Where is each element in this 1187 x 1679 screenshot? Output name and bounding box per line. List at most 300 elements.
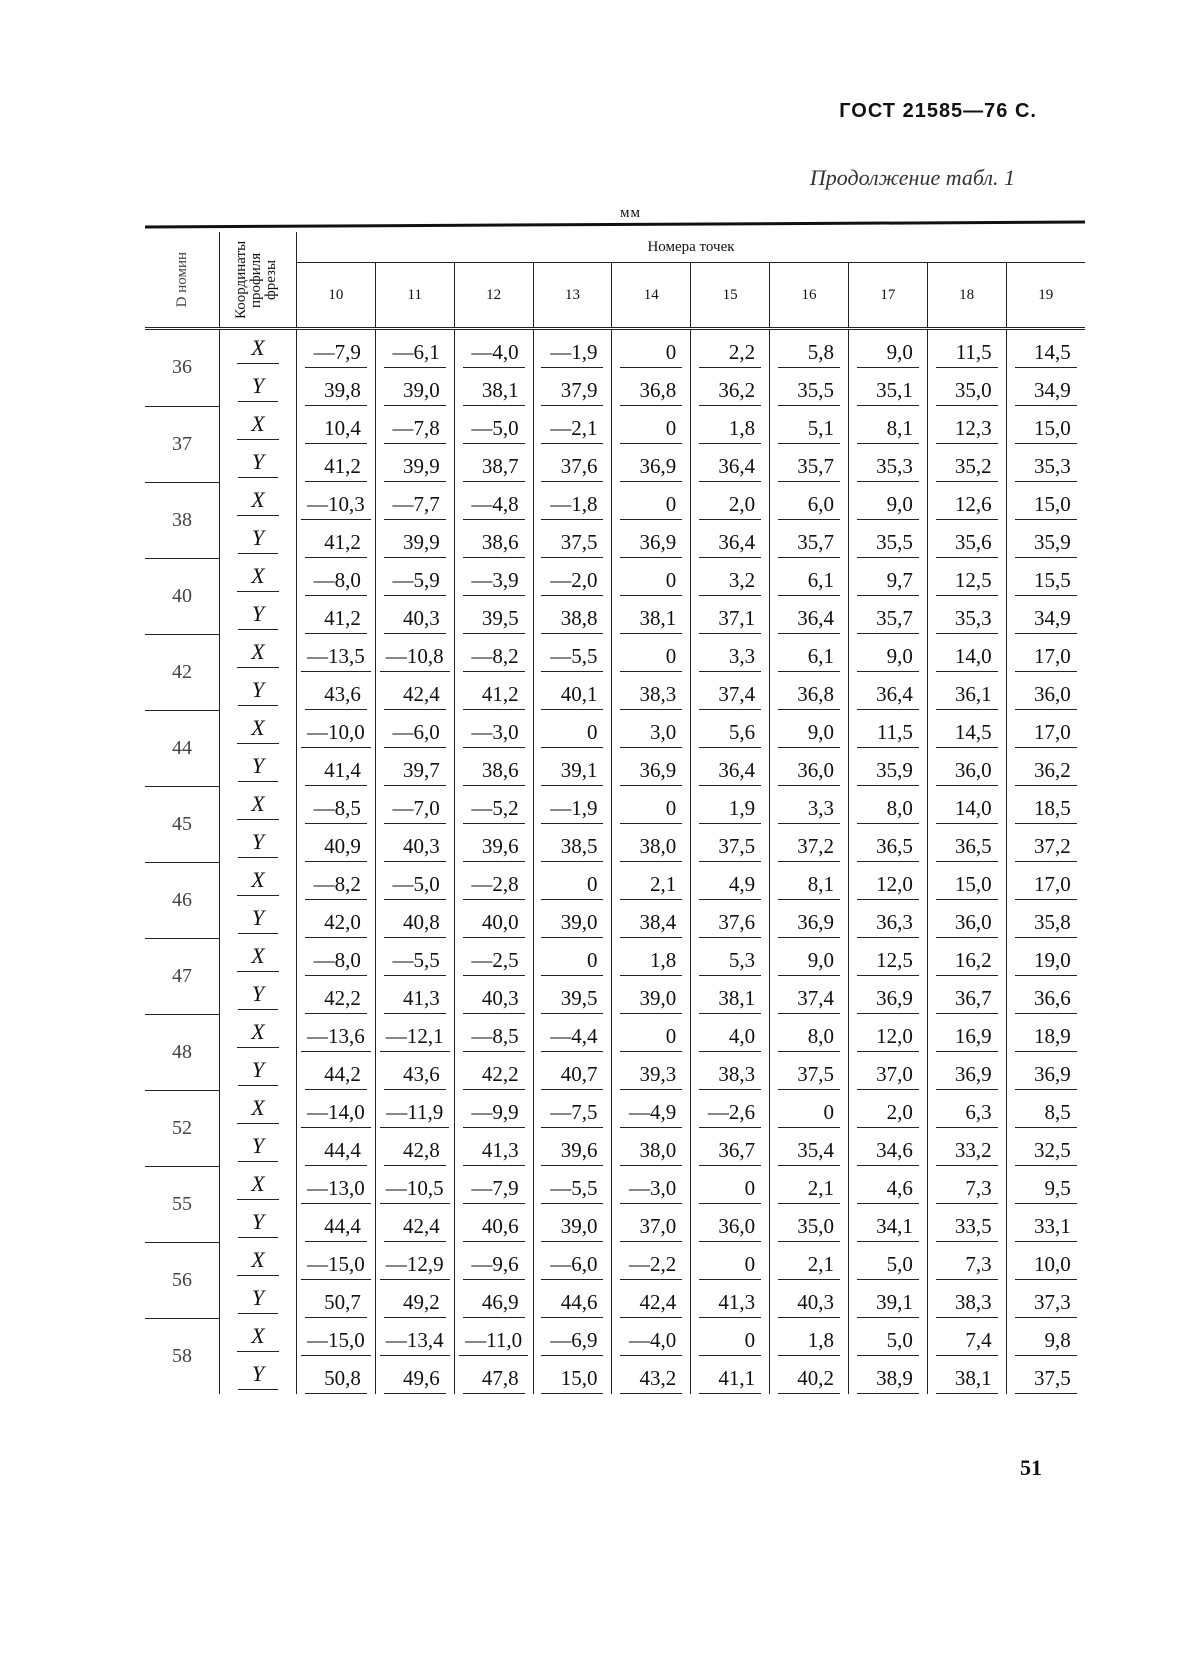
point-number-header: 19 (1006, 263, 1085, 329)
value-cell (454, 862, 533, 900)
value-cell (297, 634, 376, 672)
coord-label-cell (220, 938, 297, 976)
value: 39,6 (541, 1138, 603, 1166)
coord-label-cell (220, 1090, 297, 1128)
value: 37,4 (778, 986, 840, 1014)
value-cell (927, 1318, 1006, 1356)
value-cell (927, 900, 1006, 938)
value: —13,5 (301, 644, 371, 672)
value-cell (612, 1242, 691, 1280)
table-row (145, 368, 1085, 406)
value: 37,2 (778, 834, 840, 862)
value: —2,2 (620, 1252, 682, 1280)
value: 10,0 (1015, 1252, 1077, 1280)
value-cell (297, 1128, 376, 1166)
value: 9,0 (857, 492, 919, 520)
value: 50,7 (305, 1290, 367, 1318)
value: 41,1 (699, 1366, 761, 1394)
value-cell (612, 786, 691, 824)
value: —12,1 (380, 1024, 450, 1052)
value-cell (691, 1166, 770, 1204)
value-cell (691, 1318, 770, 1356)
value: 0 (620, 492, 682, 520)
value: —8,0 (305, 568, 367, 596)
coord-label-cell (220, 482, 297, 520)
coord-label: X (237, 1019, 278, 1048)
value: 9,0 (857, 340, 919, 368)
value: 5,1 (778, 416, 840, 444)
value-cell (927, 824, 1006, 862)
value-cell (848, 1052, 927, 1090)
point-number-header: 10 (297, 263, 376, 329)
value: 35,6 (936, 530, 998, 558)
value: 6,1 (778, 568, 840, 596)
table-row (145, 786, 1085, 824)
value: —10,5 (380, 1176, 450, 1204)
value-cell (1006, 824, 1085, 862)
value: 0 (620, 1024, 682, 1052)
value-cell (927, 1014, 1006, 1052)
value-cell (375, 596, 454, 634)
value-cell (297, 1090, 376, 1128)
value-cell (848, 900, 927, 938)
value-cell (927, 520, 1006, 558)
value: 33,5 (936, 1214, 998, 1242)
value-cell (533, 1356, 612, 1394)
value: 36,2 (1015, 758, 1077, 786)
value: —4,0 (463, 340, 525, 368)
value: 2,1 (778, 1252, 840, 1280)
value-cell (770, 1356, 849, 1394)
value-cell (1006, 862, 1085, 900)
table-continuation-caption: Продолжение табл. 1 (809, 165, 1015, 190)
value: 36,9 (620, 530, 682, 558)
value-cell (691, 368, 770, 406)
value: 36,4 (857, 682, 919, 710)
value: —1,8 (541, 492, 603, 520)
table-row (145, 1052, 1085, 1090)
value: 38,1 (699, 986, 761, 1014)
value: 41,3 (384, 986, 446, 1014)
value: 5,0 (857, 1328, 919, 1356)
value: 39,0 (384, 378, 446, 406)
value: 4,9 (699, 872, 761, 900)
value-cell (927, 329, 1006, 369)
table-row (145, 1204, 1085, 1242)
value: 38,1 (620, 606, 682, 634)
value-cell (297, 710, 376, 748)
value-cell (1006, 482, 1085, 520)
value-cell (691, 1280, 770, 1318)
value: 37,6 (699, 910, 761, 938)
value-cell (691, 862, 770, 900)
value: 41,3 (463, 1138, 525, 1166)
value: 2,2 (699, 340, 761, 368)
value-cell (533, 1128, 612, 1166)
value-cell (533, 596, 612, 634)
value-cell (375, 482, 454, 520)
value: —11,9 (380, 1100, 449, 1128)
value-cell (848, 1014, 927, 1052)
value-cell (297, 1242, 376, 1280)
value-cell (770, 368, 849, 406)
value: 0 (699, 1328, 761, 1356)
value: 43,6 (305, 682, 367, 710)
value: 1,8 (699, 416, 761, 444)
value: 36,0 (699, 1214, 761, 1242)
value-cell (1006, 558, 1085, 596)
value: 15,0 (541, 1366, 603, 1394)
value: 39,5 (541, 986, 603, 1014)
value-cell (454, 938, 533, 976)
value-cell (1006, 710, 1085, 748)
value: —5,5 (384, 948, 446, 976)
value-cell (691, 824, 770, 862)
d-nominal-cell: 40 (145, 558, 220, 634)
value-cell (533, 1166, 612, 1204)
value-cell (375, 1204, 454, 1242)
value: 38,3 (936, 1290, 998, 1318)
value-cell (297, 558, 376, 596)
point-number-header: 18 (927, 263, 1006, 329)
d-nominal-cell: 36 (172, 356, 192, 379)
value: 38,0 (620, 834, 682, 862)
value-cell (533, 1052, 612, 1090)
value: 36,9 (857, 986, 919, 1014)
value-cell (770, 444, 849, 482)
value: 42,4 (384, 682, 446, 710)
value: 40,3 (778, 1290, 840, 1318)
value: —6,0 (384, 720, 446, 748)
d-nominal-cell: 37 (145, 406, 220, 482)
value: 39,1 (541, 758, 603, 786)
value-cell (927, 672, 1006, 710)
value: 38,3 (699, 1062, 761, 1090)
coord-label: Y (238, 905, 278, 934)
table-row (145, 520, 1085, 558)
value: 35,1 (857, 378, 919, 406)
value: 37,5 (541, 530, 603, 558)
value: 16,9 (936, 1024, 998, 1052)
value-cell (770, 1318, 849, 1356)
value-cell (533, 520, 612, 558)
value-cell (612, 1204, 691, 1242)
value-cell (533, 938, 612, 976)
value: 36,9 (936, 1062, 998, 1090)
value-cell (454, 634, 533, 672)
value-cell (927, 786, 1006, 824)
value-cell (297, 1280, 376, 1318)
value: 39,9 (384, 530, 446, 558)
value-cell (612, 710, 691, 748)
value-cell (533, 824, 612, 862)
value-cell (770, 976, 849, 1014)
value-cell (454, 558, 533, 596)
value-cell (612, 406, 691, 444)
value-cell (375, 444, 454, 482)
table-row (145, 1128, 1085, 1166)
value: —3,0 (463, 720, 525, 748)
coord-label-cell (220, 748, 297, 786)
value-cell (375, 786, 454, 824)
value: 35,8 (1015, 910, 1077, 938)
value-cell (848, 1280, 927, 1318)
value: 17,0 (1015, 644, 1077, 672)
value: 2,1 (778, 1176, 840, 1204)
value: —7,5 (541, 1100, 603, 1128)
coord-label: Y (238, 753, 278, 782)
value: 37,3 (1015, 1290, 1077, 1318)
point-number-header: 15 (691, 263, 770, 329)
value-cell (612, 938, 691, 976)
value-cell (612, 368, 691, 406)
value-cell (612, 1052, 691, 1090)
value-cell (691, 1356, 770, 1394)
value-cell (533, 444, 612, 482)
value-cell (1006, 1204, 1085, 1242)
value: 6,3 (936, 1100, 998, 1128)
value-cell (770, 1052, 849, 1090)
value: 5,3 (699, 948, 761, 976)
value: —10,0 (301, 720, 371, 748)
value: —3,0 (620, 1176, 682, 1204)
value: 40,3 (384, 606, 446, 634)
d-nominal-cell: 44 (145, 710, 220, 786)
value: 38,1 (936, 1366, 998, 1394)
value-cell (533, 786, 612, 824)
point-number-header: 12 (454, 263, 533, 329)
value: 0 (778, 1100, 840, 1128)
value-cell (612, 634, 691, 672)
value: 15,5 (1015, 568, 1077, 596)
value: 3,0 (620, 720, 682, 748)
value: —6,9 (541, 1328, 603, 1356)
value: —10,8 (380, 644, 450, 672)
value-cell (848, 444, 927, 482)
value-cell (533, 558, 612, 596)
value-cell (770, 1090, 849, 1128)
value-cell (691, 938, 770, 976)
value-cell (533, 368, 612, 406)
value-cell (454, 444, 533, 482)
value-cell (1006, 672, 1085, 710)
value: 35,7 (778, 530, 840, 558)
coord-label: X (237, 335, 278, 364)
value-cell (297, 1052, 376, 1090)
value-cell (1006, 1014, 1085, 1052)
value-cell (297, 900, 376, 938)
value-cell (612, 976, 691, 1014)
value-cell (375, 862, 454, 900)
value: 6,1 (778, 644, 840, 672)
value-cell (375, 1318, 454, 1356)
coord-label: Y (238, 1133, 278, 1162)
value: 5,8 (778, 340, 840, 368)
value: 35,5 (778, 378, 840, 406)
value-cell (848, 1166, 927, 1204)
value: 2,0 (699, 492, 761, 520)
value: 9,8 (1015, 1328, 1077, 1356)
value: 6,0 (778, 492, 840, 520)
value-cell (1006, 1166, 1085, 1204)
value-cell (375, 710, 454, 748)
value-cell (612, 748, 691, 786)
value-cell (1006, 444, 1085, 482)
value-cell (1006, 596, 1085, 634)
coord-label: Y (238, 449, 278, 478)
table-row (145, 976, 1085, 1014)
value: 36,9 (620, 758, 682, 786)
value: 50,8 (305, 1366, 367, 1394)
value: 44,6 (541, 1290, 603, 1318)
value-cell (612, 1280, 691, 1318)
value: 37,0 (620, 1214, 682, 1242)
value: 0 (699, 1176, 761, 1204)
value-cell (770, 710, 849, 748)
value: 11,5 (936, 340, 998, 368)
value-cell (1006, 520, 1085, 558)
point-number-header: 17 (848, 263, 927, 329)
value-cell (927, 1356, 1006, 1394)
table-row (145, 862, 1085, 900)
value-cell (1006, 938, 1085, 976)
point-number-header: 13 (533, 263, 612, 329)
value-cell (533, 329, 612, 369)
value: —4,0 (620, 1328, 682, 1356)
value-cell (770, 329, 849, 369)
value-cell (848, 482, 927, 520)
value-cell (848, 1356, 927, 1394)
value-cell (375, 672, 454, 710)
value-cell (454, 368, 533, 406)
value-cell (533, 748, 612, 786)
value-cell (770, 520, 849, 558)
value-cell (1006, 748, 1085, 786)
coord-label: X (237, 791, 278, 820)
value: 3,3 (778, 796, 840, 824)
value-cell (533, 976, 612, 1014)
value: —2,0 (541, 568, 603, 596)
value: —8,2 (305, 872, 367, 900)
value-cell (691, 1128, 770, 1166)
value: —5,0 (463, 416, 525, 444)
value: 0 (699, 1252, 761, 1280)
d-nominal-header: D номин (173, 251, 190, 308)
value: 0 (620, 644, 682, 672)
value: 12,3 (936, 416, 998, 444)
value-cell (848, 368, 927, 406)
value-cell (297, 368, 376, 406)
value: —8,2 (463, 644, 525, 672)
value-cell (375, 368, 454, 406)
value: 42,4 (384, 1214, 446, 1242)
value-cell (848, 748, 927, 786)
value: 14,0 (936, 796, 998, 824)
value: 17,0 (1015, 872, 1077, 900)
value: 4,0 (699, 1024, 761, 1052)
value-cell (927, 444, 1006, 482)
value-cell (848, 938, 927, 976)
coord-label: X (237, 1171, 278, 1200)
value: 8,1 (778, 872, 840, 900)
value: 35,3 (1015, 454, 1077, 482)
value: 35,7 (857, 606, 919, 634)
value: 36,3 (857, 910, 919, 938)
value: 36,5 (857, 834, 919, 862)
value: 36,7 (936, 986, 998, 1014)
value: 38,7 (463, 454, 525, 482)
value-cell (454, 520, 533, 558)
value-cell (375, 1280, 454, 1318)
value-cell (454, 1204, 533, 1242)
value-cell (375, 329, 454, 369)
d-nominal-cell: 48 (145, 1014, 220, 1090)
d-nominal-cell: 47 (145, 938, 220, 1014)
value-cell (612, 862, 691, 900)
value-cell (927, 862, 1006, 900)
value: —4,4 (541, 1024, 603, 1052)
coord-label: X (237, 1323, 278, 1352)
value-cell (848, 406, 927, 444)
coord-label-cell (220, 1204, 297, 1242)
value-cell (691, 1242, 770, 1280)
value: 35,0 (936, 378, 998, 406)
value-cell (612, 596, 691, 634)
value-cell (297, 329, 376, 369)
value: 0 (541, 948, 603, 976)
value: 41,2 (305, 454, 367, 482)
value: —5,0 (384, 872, 446, 900)
table-row (145, 672, 1085, 710)
coord-label-cell (220, 1356, 297, 1394)
value: 42,0 (305, 910, 367, 938)
value-cell (848, 710, 927, 748)
value-cell (691, 1204, 770, 1242)
value-cell (454, 824, 533, 862)
value-cell (612, 824, 691, 862)
value: 40,2 (778, 1366, 840, 1394)
value: 0 (620, 796, 682, 824)
value-cell (454, 976, 533, 1014)
value-cell (297, 824, 376, 862)
d-nominal-cell: 38 (145, 482, 220, 558)
coordinates-table (145, 232, 1085, 1394)
value: 36,0 (936, 910, 998, 938)
value: 39,0 (620, 986, 682, 1014)
value: —10,3 (301, 492, 371, 520)
value: —5,5 (541, 1176, 603, 1204)
value: —11,0 (459, 1328, 528, 1356)
value: 49,2 (384, 1290, 446, 1318)
unit-label: мм (620, 205, 641, 221)
value-cell (533, 672, 612, 710)
value: 37,4 (699, 682, 761, 710)
coord-label: X (237, 563, 278, 592)
value-cell (770, 1014, 849, 1052)
value-cell (533, 1280, 612, 1318)
value: 14,0 (936, 644, 998, 672)
value: 40,7 (541, 1062, 603, 1090)
value: 0 (620, 340, 682, 368)
value-cell (927, 1242, 1006, 1280)
value: —9,9 (463, 1100, 525, 1128)
value: 36,4 (699, 530, 761, 558)
value: 39,8 (305, 378, 367, 406)
value-cell (297, 1166, 376, 1204)
value: 35,9 (857, 758, 919, 786)
value-cell (375, 748, 454, 786)
table-row (145, 710, 1085, 748)
